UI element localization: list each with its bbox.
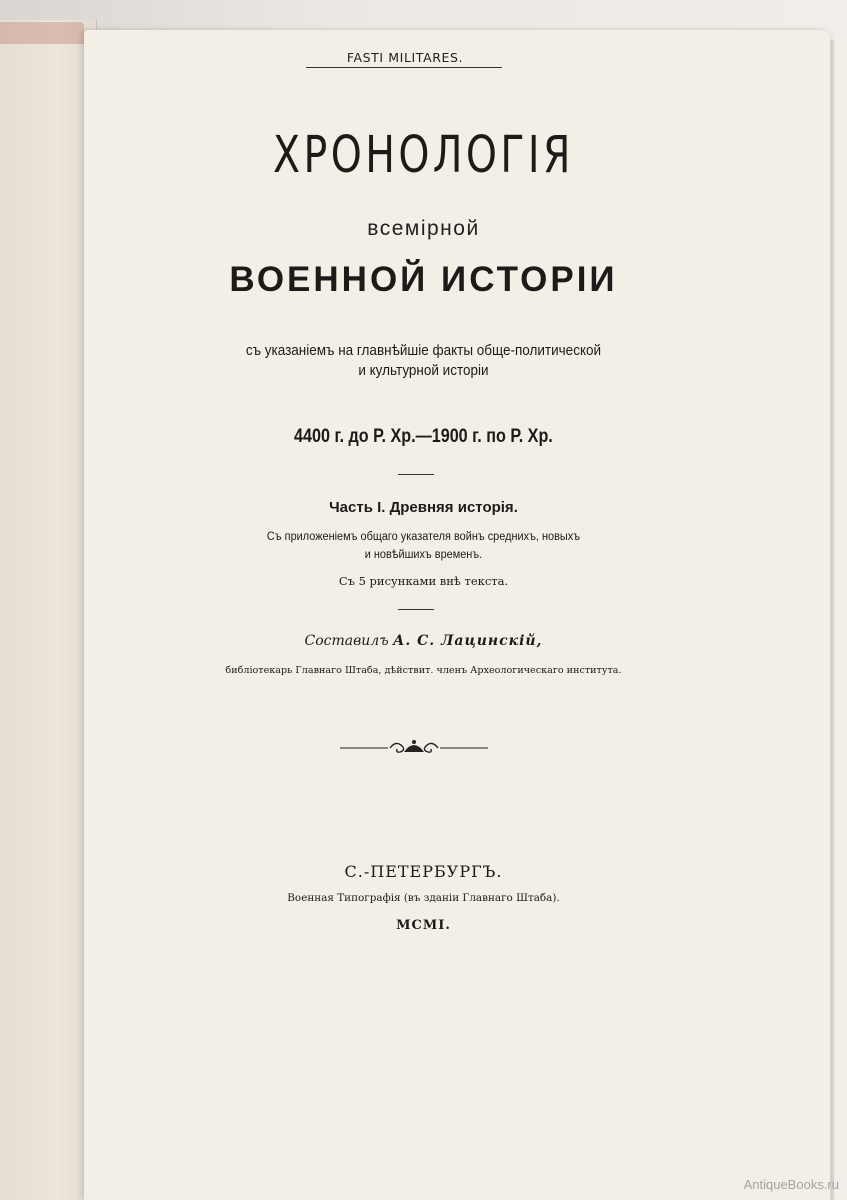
publication-city: С.-ПЕТЕРБУРГЪ. <box>344 862 503 881</box>
appendix-line-1: Съ приложеніемъ общаго указателя войнъ среднихъ, новыхъ <box>266 531 581 543</box>
compiler-name: А. С. Лацинскій, <box>392 633 543 649</box>
figures-note: Съ 5 рисунками внѣ текста. <box>338 574 509 588</box>
series-label: FASTI MILITARES. <box>346 50 464 65</box>
divider-2 <box>398 609 434 610</box>
publisher: Военная Типографія (въ зданіи Главнаго Штаба). <box>287 892 560 904</box>
divider-1 <box>398 474 434 475</box>
compiler-label: Составилъ <box>304 633 389 649</box>
appendix-line-2: и новѣйшихъ временъ. <box>364 549 483 561</box>
subtitle-line-2: и культурной исторіи <box>358 362 489 379</box>
date-range: 4400 г. до Р. Хр.—1900 г. по Р. Хр. <box>294 426 553 447</box>
ornament-divider-icon <box>338 736 490 760</box>
title-main: ХРОНОЛОГІЯ <box>272 126 574 185</box>
compiler-line <box>0 633 847 649</box>
title-adjective: всемірной <box>367 217 480 240</box>
title-page <box>84 30 830 1200</box>
watermark: AntiqueBooks.ru <box>743 1177 839 1192</box>
title-subject: ВОЕННОЙ ИСТОРІИ <box>229 260 618 299</box>
compiler-role: библіотекарь Главнаго Штаба, дѣйствит. членъ Археологическаго института. <box>225 665 622 676</box>
part-title: Часть I. Древняя исторія. <box>329 499 518 516</box>
publication-year: MCMI. <box>396 918 451 933</box>
previous-page-edge <box>0 20 97 1200</box>
series-underline <box>306 67 502 68</box>
cover-edge <box>0 22 84 44</box>
subtitle-line-1: съ указаніемъ на главнѣйшіе факты обще-политической <box>245 342 602 359</box>
